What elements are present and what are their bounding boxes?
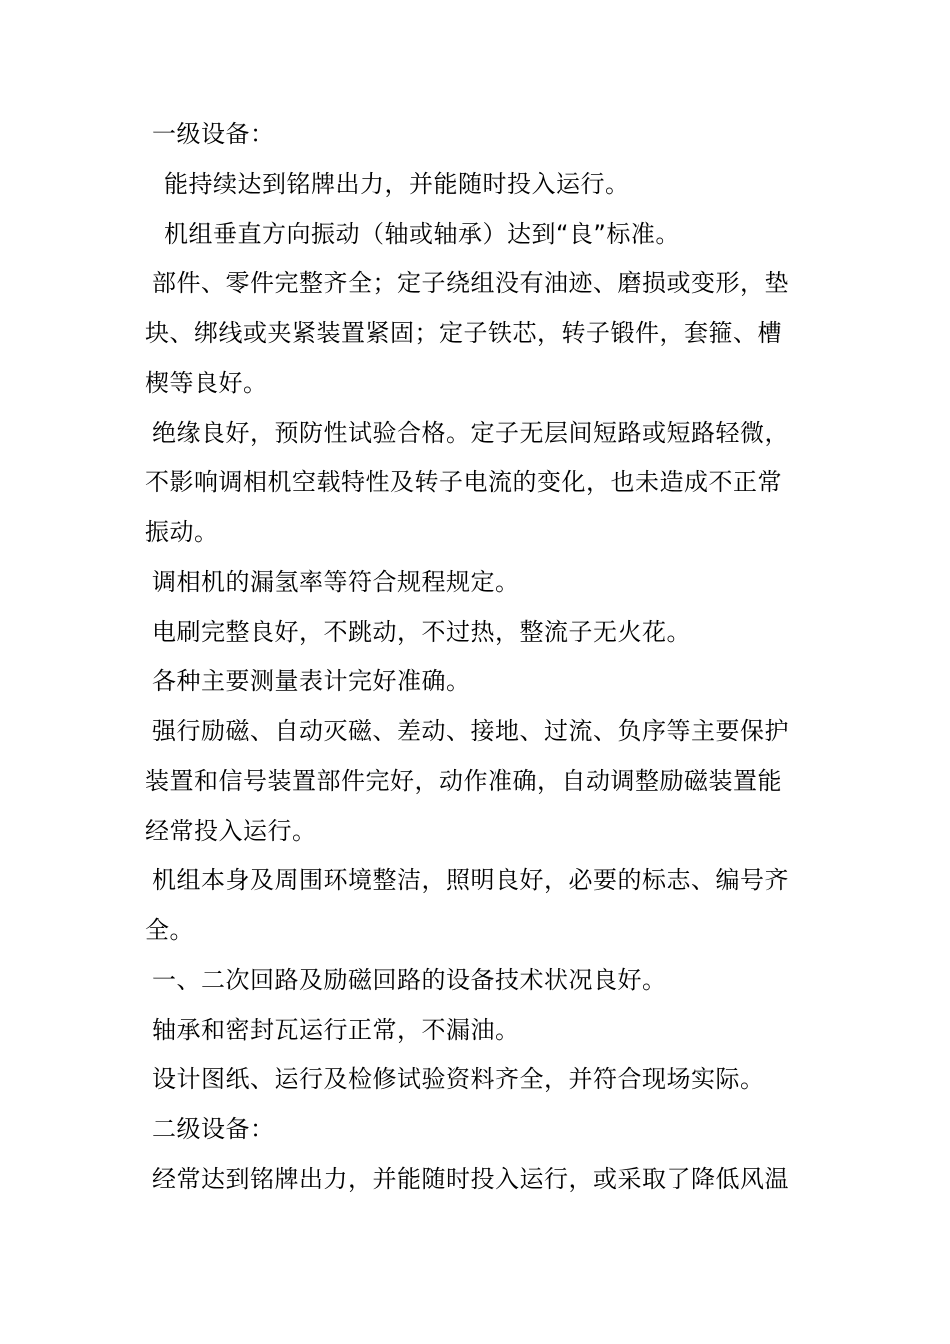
text-line: 装置和信号装置部件完好，动作准确，自动调整励磁装置能 [145,767,782,795]
text-line: 电刷完整良好，不跳动，不过热，整流子无火花。 [152,618,691,646]
section-heading-grade-two: 二级设备： [152,1115,275,1143]
text-line: 强行励磁、自动灭磁、差动、接地、过流、负序等主要保护 [152,717,789,745]
text-line: 经常投入运行。 [145,817,317,845]
text-line: 部件、零件完整齐全；定子绕组没有油迹、磨损或变形，垫 [152,269,789,297]
text-line: 振动。 [145,518,219,546]
text-line: 一、二次回路及励磁回路的设备技术状况良好。 [152,966,667,994]
text-line: 调相机的漏氢率等符合规程规定。 [152,568,520,596]
text-line: 绝缘良好，预防性试验合格。定子无层间短路或短路轻微， [152,419,789,447]
text-line: 楔等良好。 [145,369,268,397]
text-line: 轴承和密封瓦运行正常，不漏油。 [152,1016,520,1044]
text-line: 设计图纸、运行及检修试验资料齐全，并符合现场实际。 [152,1065,765,1093]
text-line: 经常达到铭牌出力，并能随时投入运行，或采取了降低风温 [152,1165,789,1193]
text-line: 全。 [145,916,194,944]
text-line: 各种主要测量表计完好准确。 [152,667,471,695]
section-heading-grade-one: 一级设备： [152,120,275,148]
text-line: 不影响调相机空载特性及转子电流的变化，也未造成不正常 [145,468,782,496]
text-line: 能持续达到铭牌出力，并能随时投入运行。 [164,170,630,198]
text-line: 机组本身及周围环境整洁，照明良好，必要的标志、编号齐 [152,866,789,894]
text-line: 块、绑线或夹紧装置紧固；定子铁芯，转子锻件，套箍、槽 [145,319,782,347]
text-line: 机组垂直方向振动（轴或轴承）达到“良”标准。 [164,220,680,248]
